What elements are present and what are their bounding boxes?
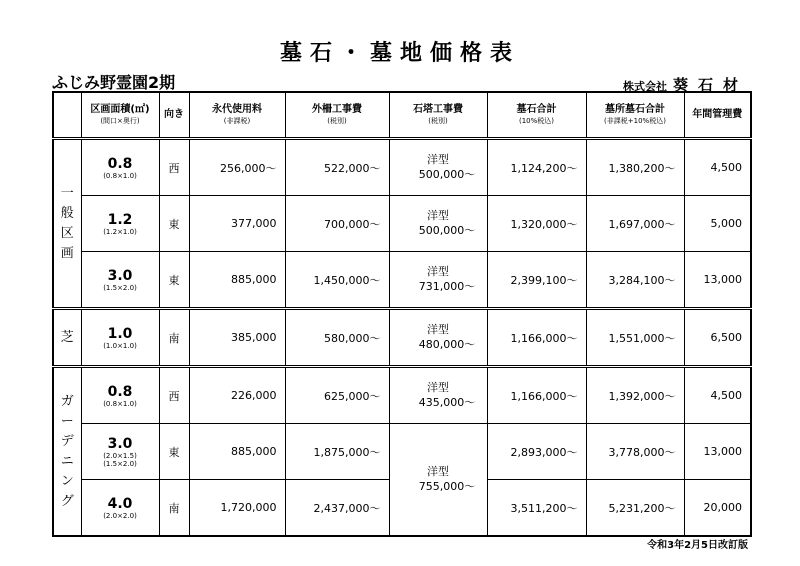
- stone-total-cell: 1,166,000～: [487, 367, 586, 424]
- header-annual: 年間管理費: [684, 92, 751, 139]
- fence-cell: 2,437,000～: [285, 480, 389, 537]
- fence-cell: 1,875,000～: [285, 424, 389, 480]
- all-total-cell: 1,551,000～: [586, 309, 684, 367]
- company-main-name: 葵石材: [672, 76, 748, 94]
- eidai-cell: 885,000: [189, 252, 285, 309]
- direction-cell: 東: [159, 252, 189, 309]
- header-stone-total: 墓石合計 (10%税込): [487, 92, 586, 139]
- tower-cell: 洋型 755,000～: [389, 424, 487, 537]
- tower-cell: 洋型 435,000～: [389, 367, 487, 424]
- area-cell: 1.0 (1.0×1.0): [81, 309, 159, 367]
- stone-total-cell: 2,893,000～: [487, 424, 586, 480]
- table-row: [53, 139, 751, 196]
- header-direction: 向き: [159, 92, 189, 139]
- all-total-cell: 3,778,000～: [586, 424, 684, 480]
- area-cell: 4.0 (2.0×2.0): [81, 480, 159, 537]
- cemetery-name: ふじみ野霊園2期: [52, 73, 176, 92]
- stone-total-cell: 1,166,000～: [487, 309, 586, 367]
- all-total-cell: 1,392,000～: [586, 367, 684, 424]
- direction-cell: 西: [159, 139, 189, 196]
- revision-note: 令和3年2月5日改訂版: [647, 540, 748, 551]
- eidai-cell: 226,000: [189, 367, 285, 424]
- annual-cell: 20,000: [684, 480, 751, 537]
- fence-cell: 580,000～: [285, 309, 389, 367]
- header-all-total: 墓所墓石合計 (非課税+10%税込): [586, 92, 684, 139]
- all-total-cell: 5,231,200～: [586, 480, 684, 537]
- annual-cell: 6,500: [684, 309, 751, 367]
- annual-cell: 13,000: [684, 424, 751, 480]
- stone-total-cell: 1,320,000～: [487, 196, 586, 252]
- stone-total-cell: 1,124,200～: [487, 139, 586, 196]
- page-title: 墓石・墓地価格表: [279, 41, 520, 66]
- section-garden: ガ ー デ ニ ン グ: [53, 367, 81, 537]
- area-cell: 0.8 (0.8×1.0): [81, 139, 159, 196]
- table-row: [53, 367, 751, 424]
- table-row: [53, 424, 751, 480]
- stone-total-cell: 2,399,100～: [487, 252, 586, 309]
- annual-cell: 5,000: [684, 196, 751, 252]
- company-prefix: 株式会社: [622, 80, 667, 93]
- header-area: 区画面積(㎡) (間口×奥行): [81, 92, 159, 139]
- fence-cell: 522,000～: [285, 139, 389, 196]
- eidai-cell: 256,000～: [189, 139, 285, 196]
- header-section: [53, 92, 81, 139]
- area-cell: 3.0 (2.0×1.5) (1.5×2.0): [81, 424, 159, 480]
- tower-cell: 洋型 500,000～: [389, 196, 487, 252]
- header-fence: 外柵工事費 (税別): [285, 92, 389, 139]
- tower-cell: 洋型 480,000～: [389, 309, 487, 367]
- all-total-cell: 1,697,000～: [586, 196, 684, 252]
- annual-cell: 4,500: [684, 367, 751, 424]
- area-cell: 3.0 (1.5×2.0): [81, 252, 159, 309]
- price-table: [52, 91, 752, 537]
- tower-cell: 洋型 731,000～: [389, 252, 487, 309]
- direction-cell: 東: [159, 196, 189, 252]
- fence-cell: 1,450,000～: [285, 252, 389, 309]
- eidai-cell: 1,720,000: [189, 480, 285, 537]
- all-total-cell: 1,380,200～: [586, 139, 684, 196]
- annual-cell: 13,000: [684, 252, 751, 309]
- fence-cell: 700,000～: [285, 196, 389, 252]
- stone-total-cell: 3,511,200～: [487, 480, 586, 537]
- direction-cell: 東: [159, 424, 189, 480]
- fence-cell: 625,000～: [285, 367, 389, 424]
- area-cell: 1.2 (1.2×1.0): [81, 196, 159, 252]
- table-row: [53, 252, 751, 309]
- section-shiba: 芝: [53, 309, 81, 367]
- eidai-cell: 377,000: [189, 196, 285, 252]
- direction-cell: 西: [159, 367, 189, 424]
- header-eidai: 永代使用料 (非課税): [189, 92, 285, 139]
- direction-cell: 南: [159, 309, 189, 367]
- table-row: [53, 309, 751, 367]
- header-row: [53, 92, 751, 139]
- table-row: [53, 196, 751, 252]
- all-total-cell: 3,284,100～: [586, 252, 684, 309]
- header-tower: 石塔工事費 (税別): [389, 92, 487, 139]
- tower-cell: 洋型 500,000～: [389, 139, 487, 196]
- eidai-cell: 385,000: [189, 309, 285, 367]
- section-general: 一 般 区 画: [53, 139, 81, 309]
- direction-cell: 南: [159, 480, 189, 537]
- annual-cell: 4,500: [684, 139, 751, 196]
- eidai-cell: 885,000: [189, 424, 285, 480]
- area-cell: 0.8 (0.8×1.0): [81, 367, 159, 424]
